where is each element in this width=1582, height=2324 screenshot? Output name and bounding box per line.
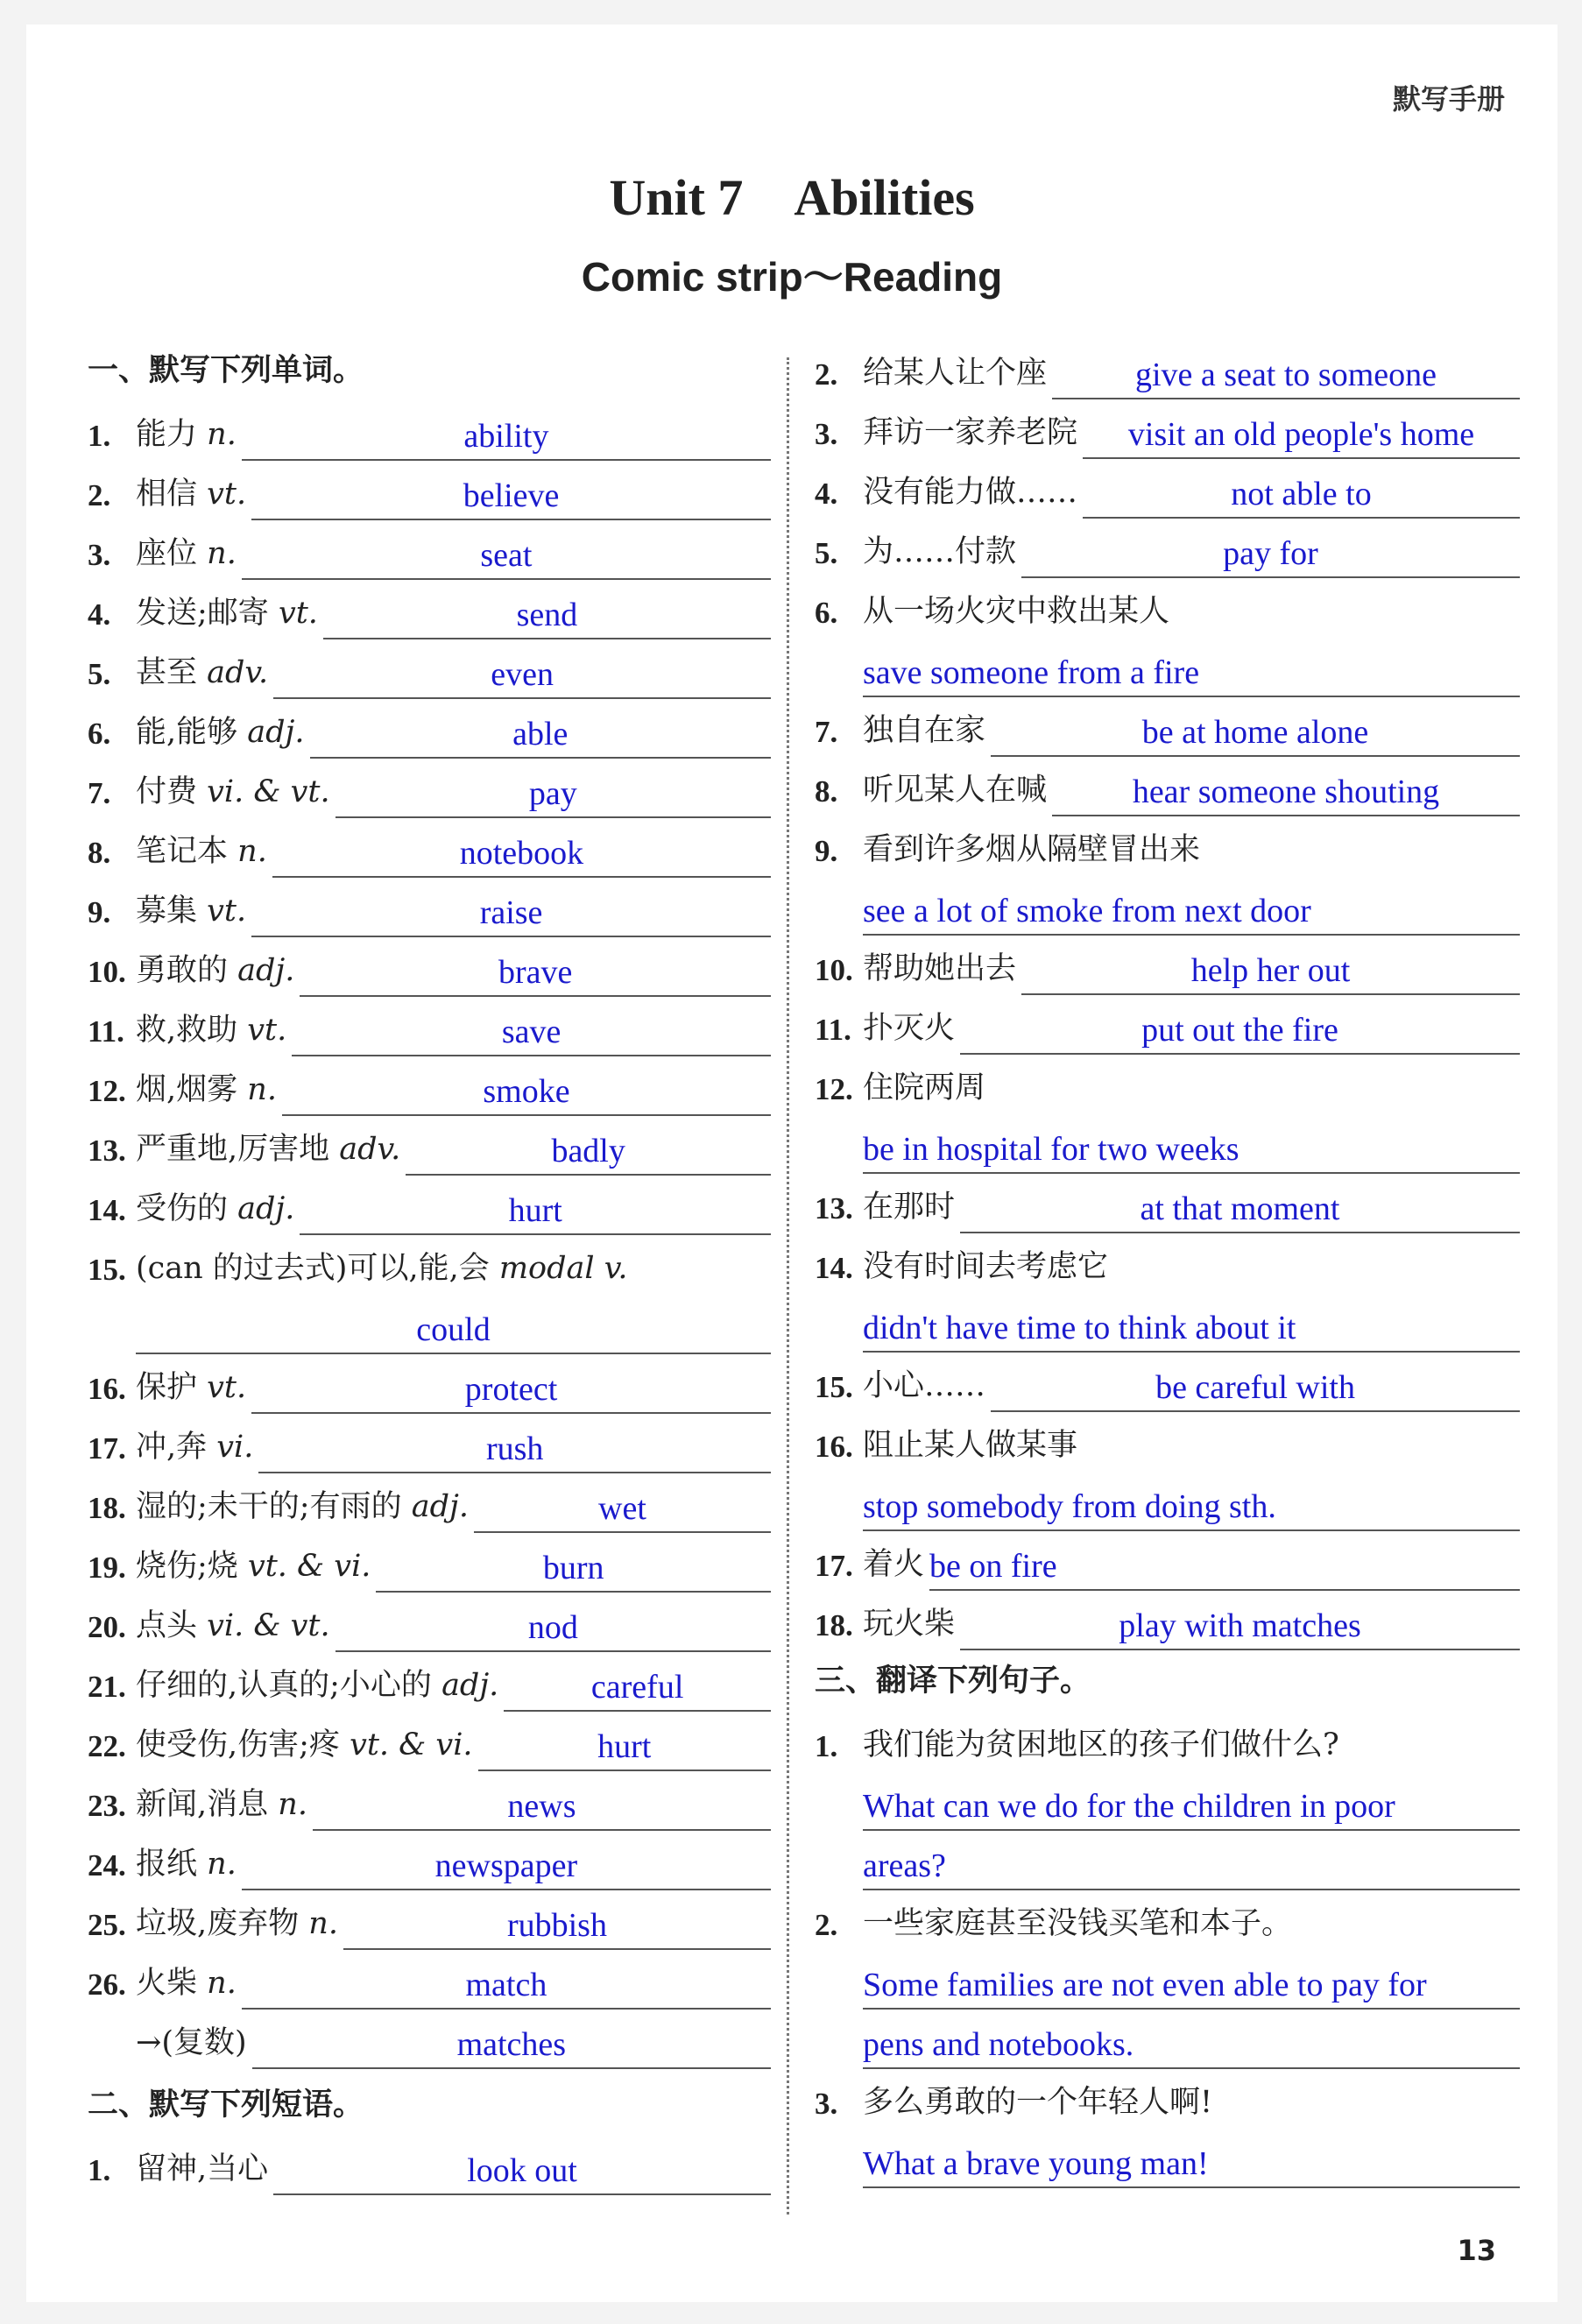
answer-blank[interactable] bbox=[258, 1421, 771, 1473]
answer-blank[interactable] bbox=[863, 1121, 1520, 1174]
item-number: 25. bbox=[88, 1908, 126, 1942]
item-number: 23. bbox=[88, 1789, 126, 1823]
item-number: 8. bbox=[815, 774, 838, 809]
answer-text: play with matches bbox=[1119, 1607, 1361, 1644]
item-pos: n. bbox=[207, 1847, 237, 1882]
item-pos: vi. & vt. bbox=[207, 774, 330, 809]
answer-text: matches bbox=[456, 2026, 567, 2063]
sentence-answer-row bbox=[815, 2129, 1520, 2188]
phrase-row bbox=[815, 1353, 1520, 1412]
answer-blank[interactable] bbox=[292, 1004, 771, 1056]
item-chinese: 能力 bbox=[136, 417, 198, 452]
item-pos: adj. bbox=[237, 953, 295, 988]
answer-text: careful bbox=[590, 1669, 684, 1706]
phrase-row bbox=[815, 399, 1520, 459]
answer-blank[interactable] bbox=[300, 944, 771, 997]
answer-blank[interactable] bbox=[310, 706, 771, 759]
vocab-row bbox=[88, 1116, 771, 1176]
answer-blank[interactable] bbox=[242, 1957, 771, 2010]
right-column bbox=[815, 340, 1520, 2188]
vocab-row bbox=[88, 1056, 771, 1116]
answer-text: help her out bbox=[1190, 952, 1351, 989]
answer-text: Some families are not even able to pay for bbox=[863, 1967, 1427, 2003]
item-number: 10. bbox=[815, 953, 853, 987]
answer-text: be careful with bbox=[1155, 1369, 1355, 1406]
vocab-row bbox=[88, 699, 771, 759]
item-pos: vi. & vt. bbox=[207, 1608, 330, 1643]
answer-text: be on fire bbox=[929, 1548, 1057, 1585]
item-chinese: 着火 bbox=[863, 1547, 925, 1582]
item-number: 5. bbox=[88, 657, 111, 691]
item-number: 2. bbox=[815, 1908, 838, 1942]
sentence-answer-row bbox=[815, 2010, 1520, 2069]
item-chinese: 看到许多烟从隔壁冒出来 bbox=[863, 832, 1201, 867]
item-number: 22. bbox=[88, 1729, 126, 1763]
column-divider bbox=[787, 357, 789, 2215]
item-number: 4. bbox=[815, 477, 838, 511]
answer-text: badly bbox=[551, 1133, 625, 1169]
answer-blank[interactable] bbox=[242, 408, 771, 461]
vocab-row bbox=[88, 1652, 771, 1712]
vocab-row bbox=[88, 1950, 771, 2010]
answer-text: able bbox=[512, 716, 569, 752]
answer-text: give a seat to someone bbox=[1135, 357, 1437, 393]
answer-text: save someone from a fire bbox=[863, 654, 1200, 691]
vocab-row bbox=[88, 520, 771, 580]
vocab-row bbox=[88, 1712, 771, 1771]
item-number: 9. bbox=[815, 834, 838, 868]
item-number: 12. bbox=[88, 1074, 126, 1108]
item-number: 18. bbox=[815, 1608, 853, 1642]
answer-blank[interactable] bbox=[863, 2017, 1520, 2069]
answer-text: even bbox=[491, 656, 554, 693]
item-chinese: 多么勇敢的一个年轻人啊! bbox=[863, 2085, 1213, 2120]
answer-text: save bbox=[501, 1014, 561, 1050]
answer-text: pay bbox=[528, 775, 577, 812]
item-number: 5. bbox=[815, 536, 838, 570]
answer-text: burn bbox=[542, 1550, 604, 1586]
item-chinese: 听见某人在喊 bbox=[863, 773, 1048, 808]
answer-text: be at home alone bbox=[1141, 714, 1369, 751]
answer-text: hear someone shouting bbox=[1132, 773, 1440, 810]
item-pos: adj. bbox=[411, 1489, 469, 1524]
vocab-row bbox=[88, 1235, 771, 1295]
answer-blank[interactable] bbox=[335, 1600, 771, 1652]
item-chinese: 严重地,厉害地 bbox=[136, 1132, 330, 1167]
answer-text: believe bbox=[463, 477, 560, 514]
answer-blank[interactable] bbox=[960, 1598, 1520, 1650]
item-number: 13. bbox=[88, 1134, 126, 1168]
item-number: 1. bbox=[88, 419, 111, 453]
answer-text: pay for bbox=[1223, 535, 1318, 572]
vocab-row bbox=[88, 937, 771, 997]
answer-text: visit an old people's home bbox=[1127, 416, 1475, 453]
answer-blank[interactable] bbox=[960, 1002, 1520, 1055]
vocab-row bbox=[88, 1533, 771, 1593]
phrase-answer-row bbox=[815, 638, 1520, 697]
item-number: 26. bbox=[88, 1967, 126, 2002]
answer-blank[interactable] bbox=[960, 1181, 1520, 1233]
phrase-row bbox=[815, 1531, 1520, 1591]
item-pos: vt. bbox=[247, 1013, 287, 1048]
item-chinese: 烧伤;烧 bbox=[136, 1549, 238, 1584]
answer-blank[interactable] bbox=[335, 766, 771, 818]
sentence-answer-row bbox=[815, 1950, 1520, 2010]
answer-blank[interactable] bbox=[406, 1123, 771, 1176]
sentence-row bbox=[815, 2069, 1520, 2129]
answer-text: didn't have time to think about it bbox=[863, 1310, 1296, 1346]
answer-text: brave bbox=[498, 954, 573, 991]
phrase-row bbox=[815, 1412, 1520, 1472]
answer-text: send bbox=[516, 597, 578, 633]
answer-blank[interactable] bbox=[991, 1360, 1520, 1412]
unit-title: Unit 7 Abilities bbox=[609, 169, 975, 226]
item-number: 12. bbox=[815, 1072, 853, 1106]
answer-blank[interactable] bbox=[282, 1063, 771, 1116]
item-number: 13. bbox=[815, 1191, 853, 1226]
phrase-row bbox=[88, 2136, 771, 2195]
item-pos: vt. bbox=[207, 894, 247, 929]
answer-text: notebook bbox=[459, 835, 584, 872]
answer-blank[interactable] bbox=[273, 2143, 771, 2195]
item-pos: vt. & vi. bbox=[247, 1549, 371, 1584]
item-pos: n. bbox=[207, 1966, 237, 2001]
vocab-row bbox=[88, 759, 771, 818]
item-pos: adj. bbox=[441, 1668, 499, 1703]
item-chinese: 使受伤,伤害;疼 bbox=[136, 1727, 340, 1762]
item-number: 2. bbox=[88, 478, 111, 512]
answer-text: nod bbox=[527, 1609, 578, 1646]
item-chinese: 甚至 bbox=[136, 655, 198, 690]
item-pos: adv. bbox=[207, 655, 269, 690]
vocab-row bbox=[88, 1176, 771, 1235]
item-number: 18. bbox=[88, 1491, 126, 1525]
item-pos: n. bbox=[207, 536, 237, 571]
answer-blank[interactable] bbox=[929, 1538, 1520, 1591]
answer-blank[interactable] bbox=[251, 468, 771, 520]
item-number: 6. bbox=[815, 596, 838, 630]
answer-blank[interactable] bbox=[863, 645, 1520, 697]
item-number: 2. bbox=[815, 357, 838, 392]
phrase-row bbox=[815, 757, 1520, 816]
answer-blank[interactable] bbox=[863, 1838, 1520, 1890]
answer-blank[interactable] bbox=[863, 1778, 1520, 1831]
phrase-answer-row bbox=[815, 1293, 1520, 1353]
item-chinese: 报纸 bbox=[136, 1847, 198, 1882]
item-chinese: 救,救助 bbox=[136, 1013, 238, 1048]
vocab-row bbox=[88, 1354, 771, 1414]
item-number: 15. bbox=[88, 1253, 126, 1287]
item-chinese: 笔记本 bbox=[136, 834, 229, 869]
phrase-answer-row bbox=[815, 876, 1520, 936]
book-section-tag: 默写手册 bbox=[1392, 82, 1505, 116]
item-number: 17. bbox=[88, 1431, 126, 1466]
answer-text: hurt bbox=[508, 1192, 562, 1229]
item-pos: adj. bbox=[247, 715, 305, 750]
answer-text: hurt bbox=[597, 1728, 652, 1765]
answer-text: be in hospital for two weeks bbox=[863, 1131, 1239, 1168]
answer-blank[interactable] bbox=[251, 1361, 771, 1414]
item-pos: modal v. bbox=[498, 1251, 628, 1286]
phrase-row bbox=[815, 1174, 1520, 1233]
vocab-row bbox=[88, 401, 771, 461]
answer-text: stop somebody from doing sth. bbox=[863, 1488, 1276, 1525]
lesson-subtitle: Comic strip～Reading bbox=[581, 254, 1003, 300]
item-number: 17. bbox=[815, 1549, 853, 1583]
answer-blank[interactable] bbox=[1052, 347, 1520, 399]
item-number: 3. bbox=[815, 417, 838, 451]
vocab-row bbox=[88, 1473, 771, 1533]
answer-blank[interactable] bbox=[863, 1957, 1520, 2010]
item-pos: vi. bbox=[216, 1430, 254, 1465]
answer-text: news bbox=[507, 1788, 576, 1825]
answer-text: put out the fire bbox=[1141, 1012, 1338, 1049]
item-number: 16. bbox=[88, 1372, 126, 1406]
answer-text: wet bbox=[598, 1490, 646, 1527]
phrase-answer-row bbox=[815, 1114, 1520, 1174]
answer-blank[interactable] bbox=[323, 587, 771, 639]
item-number: 14. bbox=[88, 1193, 126, 1227]
answer-text: pens and notebooks. bbox=[863, 2026, 1134, 2063]
item-chinese: 能,能够 bbox=[136, 715, 238, 750]
page-number: 13 bbox=[1457, 2234, 1496, 2267]
answer-blank[interactable] bbox=[1021, 943, 1520, 995]
item-number: 3. bbox=[815, 2087, 838, 2121]
answer-blank[interactable] bbox=[242, 527, 771, 580]
workbook-page bbox=[26, 25, 1557, 2302]
sentence-row bbox=[815, 1712, 1520, 1771]
answer-blank[interactable] bbox=[273, 646, 771, 699]
answer-blank[interactable] bbox=[376, 1540, 771, 1593]
item-chinese: 火柴 bbox=[136, 1966, 198, 2001]
phrase-row bbox=[815, 1233, 1520, 1293]
item-chinese: 垃圾,废弃物 bbox=[136, 1906, 300, 1941]
phrase-row bbox=[815, 578, 1520, 638]
vocab-row bbox=[88, 818, 771, 878]
item-chinese: 阻止某人做某事 bbox=[863, 1428, 1078, 1463]
item-pos: vt. bbox=[207, 477, 247, 512]
item-number: 10. bbox=[88, 955, 126, 989]
answer-blank[interactable] bbox=[991, 704, 1520, 757]
item-number: 11. bbox=[815, 1013, 851, 1047]
item-chinese: 烟,烟雾 bbox=[136, 1072, 238, 1107]
sentence-row bbox=[815, 1890, 1520, 1950]
item-number: 6. bbox=[88, 717, 111, 751]
item-chinese: 发送;邮寄 bbox=[136, 596, 269, 631]
item-number: 24. bbox=[88, 1848, 126, 1883]
vocab-row bbox=[88, 878, 771, 937]
answer-text: raise bbox=[479, 894, 543, 931]
answer-blank[interactable] bbox=[1083, 466, 1520, 519]
vocab-row bbox=[88, 1890, 771, 1950]
answer-blank[interactable] bbox=[504, 1659, 771, 1712]
answer-text: newspaper bbox=[434, 1847, 578, 1884]
item-pos: n. bbox=[247, 1072, 277, 1107]
vocab-row bbox=[88, 461, 771, 520]
item-number: 15. bbox=[815, 1370, 853, 1404]
item-chinese: 没有时间去考虑它 bbox=[863, 1249, 1109, 1284]
answer-text: look out bbox=[467, 2152, 577, 2189]
answer-blank[interactable] bbox=[242, 1838, 771, 1890]
answer-blank[interactable] bbox=[863, 883, 1520, 936]
vocab-row bbox=[88, 580, 771, 639]
item-chinese: 给某人让个座 bbox=[863, 356, 1048, 391]
answer-text: at that moment bbox=[1140, 1190, 1340, 1227]
answer-text: What a brave young man! bbox=[863, 2145, 1209, 2182]
item-number: 14. bbox=[815, 1251, 853, 1285]
answer-blank[interactable] bbox=[272, 825, 771, 878]
answer-blank[interactable] bbox=[300, 1183, 771, 1235]
item-pos: vt. bbox=[278, 596, 318, 631]
item-chinese: (can 的过去式)可以,能,会 bbox=[136, 1251, 490, 1286]
answer-text: rush bbox=[485, 1430, 544, 1467]
item-chinese: 冲,奔 bbox=[136, 1430, 208, 1465]
item-chinese: 勇敢的 bbox=[136, 953, 229, 988]
item-number: 19. bbox=[88, 1551, 126, 1585]
item-pos: adv. bbox=[339, 1132, 401, 1167]
answer-text: seat bbox=[480, 537, 533, 574]
answer-blank[interactable] bbox=[863, 1479, 1520, 1531]
item-chinese: 受伤的 bbox=[136, 1191, 229, 1226]
item-chinese: 在那时 bbox=[863, 1190, 956, 1225]
phrase-row bbox=[815, 816, 1520, 876]
item-number: 20. bbox=[88, 1610, 126, 1644]
item-chinese: 相信 bbox=[136, 477, 198, 512]
item-pos: n. bbox=[237, 834, 267, 869]
section3-title: 三、翻译下列句子。 bbox=[815, 1664, 1091, 1699]
phrase-row bbox=[815, 459, 1520, 519]
item-chinese: 座位 bbox=[136, 536, 198, 571]
section1-title: 一、默写下列单词。 bbox=[88, 353, 364, 388]
item-chinese: 募集 bbox=[136, 894, 198, 929]
item-chinese: 付费 bbox=[136, 774, 198, 809]
item-pos: vt. & vi. bbox=[350, 1727, 473, 1762]
vocab-row bbox=[88, 1771, 771, 1831]
item-number: 7. bbox=[88, 776, 111, 810]
phrase-row bbox=[815, 519, 1520, 578]
left-column bbox=[88, 340, 771, 2195]
vocab-row bbox=[88, 639, 771, 699]
answer-text: ability bbox=[463, 418, 549, 455]
answer-blank[interactable] bbox=[1021, 526, 1520, 578]
phrase-row bbox=[815, 1055, 1520, 1114]
item-number: 4. bbox=[88, 597, 111, 632]
item-number: 21. bbox=[88, 1670, 126, 1704]
item-pos: vt. bbox=[207, 1370, 247, 1405]
section2-title: 二、默写下列短语。 bbox=[88, 2087, 364, 2123]
answer-text: match bbox=[465, 1967, 547, 2003]
item-chinese: 玩火柴 bbox=[863, 1607, 956, 1642]
item-chinese: 住院两周 bbox=[863, 1070, 986, 1105]
answer-blank[interactable] bbox=[478, 1719, 771, 1771]
item-pos: n. bbox=[207, 417, 237, 452]
item-number: 1. bbox=[815, 1729, 838, 1763]
phrase-row bbox=[815, 936, 1520, 995]
answer-blank[interactable] bbox=[1083, 406, 1520, 459]
vocab-plural-row bbox=[88, 2010, 771, 2069]
item-chinese: 留神,当心 bbox=[136, 2151, 269, 2186]
answer-text: rubbish bbox=[506, 1907, 607, 1944]
answer-text: see a lot of smoke from next door bbox=[863, 893, 1311, 929]
item-chinese: 独自在家 bbox=[863, 713, 986, 748]
item-chinese: 没有能力做…… bbox=[863, 475, 1078, 510]
item-chinese: 仔细的,认真的;小心的 bbox=[136, 1668, 432, 1703]
item-number: 16. bbox=[815, 1430, 853, 1464]
answer-blank[interactable] bbox=[1052, 764, 1520, 816]
phrase-row bbox=[815, 340, 1520, 399]
sentence-answer-row bbox=[815, 1771, 1520, 1831]
sentence-answer-row bbox=[815, 1831, 1520, 1890]
phrase-row bbox=[815, 1591, 1520, 1650]
item-chinese: 我们能为贫困地区的孩子们做什么? bbox=[863, 1727, 1339, 1762]
item-number: 3. bbox=[88, 538, 111, 572]
answer-blank[interactable] bbox=[136, 1302, 771, 1354]
answer-blank[interactable] bbox=[313, 1778, 771, 1831]
item-number: 11. bbox=[88, 1014, 124, 1049]
item-chinese: 新闻,消息 bbox=[136, 1787, 269, 1822]
item-chinese: 保护 bbox=[136, 1370, 198, 1405]
item-chinese: 帮助她出去 bbox=[863, 951, 1017, 986]
item-chinese: 小心…… bbox=[863, 1368, 986, 1403]
item-chinese: 点头 bbox=[136, 1608, 198, 1643]
item-chinese: 为……付款 bbox=[863, 534, 1017, 569]
item-number: 8. bbox=[88, 836, 111, 870]
answer-blank[interactable] bbox=[251, 885, 771, 937]
plural-label: →(复数) bbox=[136, 2025, 247, 2060]
item-chinese: 扑灭火 bbox=[863, 1011, 956, 1046]
item-pos: n. bbox=[278, 1787, 307, 1822]
answer-text: smoke bbox=[483, 1073, 570, 1110]
item-number: 9. bbox=[88, 895, 111, 929]
answer-blank[interactable] bbox=[252, 2017, 771, 2069]
item-pos: n. bbox=[308, 1906, 338, 1941]
answer-blank[interactable] bbox=[863, 1300, 1520, 1353]
vocab-row bbox=[88, 1831, 771, 1890]
item-number: 1. bbox=[88, 2153, 111, 2187]
answer-text: not able to bbox=[1231, 476, 1372, 512]
vocab-answer-row bbox=[88, 1295, 771, 1354]
vocab-row bbox=[88, 1593, 771, 1652]
item-chinese: 湿的;未干的;有雨的 bbox=[136, 1489, 402, 1524]
item-pos: adj. bbox=[237, 1191, 295, 1226]
vocab-row bbox=[88, 997, 771, 1056]
item-chinese: 一些家庭甚至没钱买笔和本子。 bbox=[863, 1906, 1293, 1941]
answer-blank[interactable] bbox=[863, 2136, 1520, 2188]
phrase-answer-row bbox=[815, 1472, 1520, 1531]
answer-text: could bbox=[416, 1311, 491, 1348]
item-number: 7. bbox=[815, 715, 838, 749]
answer-blank[interactable] bbox=[343, 1897, 771, 1950]
vocab-row bbox=[88, 1414, 771, 1473]
answer-text: protect bbox=[464, 1371, 558, 1408]
phrase-row bbox=[815, 995, 1520, 1055]
answer-blank[interactable] bbox=[474, 1480, 771, 1533]
item-chinese: 从一场火灾中救出某人 bbox=[863, 594, 1170, 629]
phrase-row bbox=[815, 697, 1520, 757]
answer-text: What can we do for the children in poor bbox=[863, 1788, 1395, 1825]
answer-text: areas? bbox=[863, 1847, 946, 1884]
item-chinese: 拜访一家养老院 bbox=[863, 415, 1078, 450]
